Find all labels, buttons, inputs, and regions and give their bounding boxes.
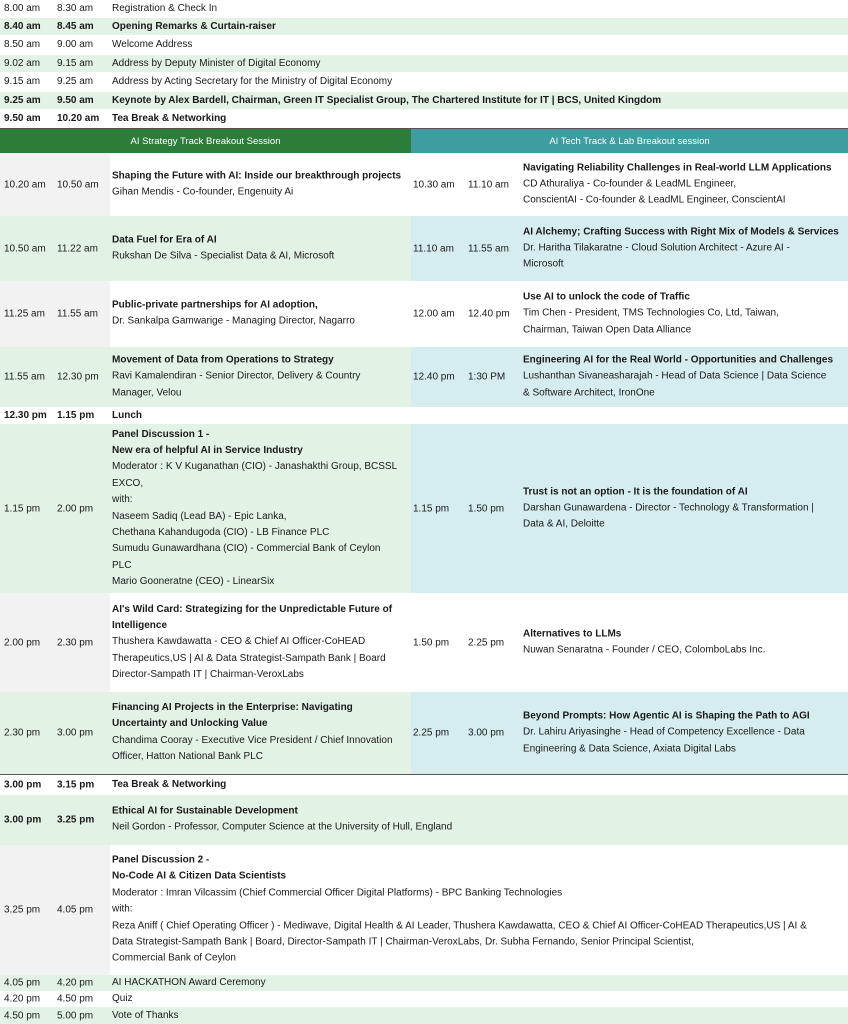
session-title-line: Intelligence xyxy=(112,619,168,631)
speaker-line: Data Strategist-Sampath Bank | Board, Director-Sampath IT | Chairman-VeroxLabs, Dr. Subha Fernando, Senior Principal Scientist, xyxy=(112,936,694,948)
speaker-line: Lushanthan Sivaneasharajah - Head of Data Science | Data Science xyxy=(523,370,827,382)
start-time: 8.40 am xyxy=(4,21,41,32)
left-time-cell xyxy=(0,281,110,347)
left-time-cell xyxy=(0,692,110,774)
bottom-time-cell xyxy=(0,775,110,795)
right-time-cell xyxy=(411,216,521,281)
speaker-line: Dr. Haritha Tilakaratne - Cloud Solution Architect - Azure AI - xyxy=(523,242,790,254)
speaker-line: Ravi Kamalendiran - Senior Director, Delivery & Country xyxy=(112,370,361,382)
session-title: Movement of Data from Operations to Strategy xyxy=(112,354,334,366)
session-content xyxy=(112,975,844,991)
start-time: 10.50 am xyxy=(4,243,46,254)
left-time-cell xyxy=(0,593,110,692)
start-time: 2.00 pm xyxy=(4,637,41,648)
speaker-line: Chairman, Taiwan Open Data Alliance xyxy=(523,324,692,336)
speaker-line: Chandima Cooray - Executive Vice President / Chief Innovation xyxy=(112,735,393,746)
session-content xyxy=(112,853,844,968)
end-time: 12.40 pm xyxy=(468,308,510,320)
start-time: 8.00 am xyxy=(4,3,41,14)
session-title-line: New era of helpful AI in Service Industry xyxy=(112,444,303,456)
right-time-cell xyxy=(411,593,521,692)
session-title-line: Ethical AI for Sustainable Development xyxy=(112,805,298,817)
schedule-row xyxy=(0,92,848,110)
session-title: Tea Break & Networking xyxy=(112,113,227,124)
session-content xyxy=(523,626,846,659)
schedule-row xyxy=(0,55,848,73)
session-content xyxy=(112,168,409,201)
session-title: Keynote by Alex Bardell, Chairman, Green IT Specialist Group, The Chartered Institute for IT | BCS, United Kingdom xyxy=(112,95,662,106)
bottom-session-cell xyxy=(110,975,848,991)
left-session-cell xyxy=(110,692,411,774)
bottom-time-cell xyxy=(0,975,110,991)
left-session-cell xyxy=(110,153,411,216)
start-time: 11.55 am xyxy=(4,371,45,383)
speaker-line: Director-Sampath IT | Chairman-VeroxLabs xyxy=(112,669,304,681)
start-time: 12.40 pm xyxy=(413,371,455,383)
speaker-line: Engineering & Data Science, Axiata Digital Labs xyxy=(523,743,736,755)
end-time: 1.15 pm xyxy=(57,409,95,421)
right-session-cell xyxy=(521,347,848,407)
end-time: 9.25 am xyxy=(57,76,94,87)
start-time: 1.15 pm xyxy=(413,503,450,514)
speaker-line: with: xyxy=(112,494,133,506)
session-content xyxy=(523,289,846,338)
bottom-time-cell xyxy=(0,795,110,845)
start-time: 9.25 am xyxy=(4,95,41,106)
start-time: 10.20 am xyxy=(4,179,46,190)
session-content xyxy=(112,298,409,331)
speaker-line: Manager, Velou xyxy=(112,387,182,399)
end-time: 3.00 pm xyxy=(468,727,505,739)
lunch-row xyxy=(0,407,848,424)
speaker-line: Reza Aniff ( Chief Operating Officer ) - Mediwave, Digital Health & AI Leader, Thushera Kawdawatta, CEO & Chief AI Officer-CoHEAD Therapeutics,US | AI & xyxy=(112,920,807,932)
session-title: Address by Acting Secretary for the Ministry of Digital Economy xyxy=(112,76,393,87)
left-session-cell xyxy=(110,281,411,347)
speaker-line: Thushera Kawdawatta - CEO & Chief AI Officer-CoHEAD xyxy=(112,636,366,648)
session-title-line: Trust is not an option - It is the foundation of AI xyxy=(523,485,748,497)
start-time: 9.50 am xyxy=(4,113,41,124)
session-content xyxy=(523,160,846,209)
session-title: Welcome Address xyxy=(112,39,193,50)
speaker-line: Dr. Lahiru Ariyasinghe - Head of Competency Excellence - Data xyxy=(523,726,805,738)
speaker-line: Microsoft xyxy=(523,258,564,270)
end-time: 9.15 am xyxy=(57,58,94,69)
session-title-line: Uncertainty and Unlocking Value xyxy=(112,718,268,730)
session-content xyxy=(112,804,844,837)
bottom-time-cell xyxy=(0,1007,110,1024)
start-time: 3.00 pm xyxy=(4,814,42,826)
start-time: 4.50 pm xyxy=(4,1010,41,1021)
session-title: Navigating Reliability Challenges in Real-world LLM Applications xyxy=(523,161,832,173)
session-content xyxy=(523,484,846,533)
session-title-line: AI's Wild Card: Strategizing for the Unpredictable Future of xyxy=(112,603,393,615)
left-session-cell xyxy=(110,593,411,692)
session-title-line: Vote of Thanks xyxy=(112,1009,179,1021)
session-content xyxy=(523,708,846,757)
end-time: 11.55 am xyxy=(468,243,509,254)
speaker-line: Neil Gordon - Professor, Computer Science at the University of Hull, England xyxy=(112,822,453,833)
end-time: 2.00 pm xyxy=(57,503,94,514)
right-time-cell xyxy=(411,153,521,216)
session-content xyxy=(112,991,844,1007)
speaker-line: Therapeutics,US | AI & Data Strategist-Sampath Bank | Board xyxy=(112,652,386,664)
session-content xyxy=(112,700,409,766)
speaker-line: Chethana Kahandugoda (CIO) - LB Finance PLC xyxy=(112,526,330,538)
speaker-line: Officer, Hatton National Bank PLC xyxy=(112,751,264,763)
start-time: 9.15 am xyxy=(4,76,41,87)
session-title-line: No-Code AI & Citizen Data Scientists xyxy=(112,870,287,882)
start-time: 1.15 pm xyxy=(4,503,41,514)
schedule-row xyxy=(0,18,848,36)
speaker-line: EXCO, xyxy=(112,477,144,489)
bottom-session-cell xyxy=(110,845,848,975)
start-time: 4.05 pm xyxy=(4,977,41,989)
end-time: 11.10 am xyxy=(468,179,509,190)
speaker-line: Tim Chen - President, TMS Technologies Co, Ltd, Taiwan, xyxy=(523,307,779,319)
schedule-row xyxy=(0,36,848,54)
end-time: 9.50 am xyxy=(57,95,94,106)
bottom-session-cell xyxy=(110,1007,848,1024)
schedule-row xyxy=(0,110,848,128)
speaker-line: Dr. Sankalpa Gamwarige - Managing Director, Nagarro xyxy=(112,316,355,327)
speaker-line: Sumudu Gunawardhana (CIO) - Commercial Bank of Ceylon xyxy=(112,543,381,555)
session-title: Lunch xyxy=(112,409,142,421)
session-content xyxy=(112,1007,844,1023)
end-time: 2.30 pm xyxy=(57,637,94,648)
session-title-line: Panel Discussion 2 - xyxy=(112,854,210,866)
right-session-cell xyxy=(521,593,848,692)
schedule-row xyxy=(0,73,848,91)
start-time: 12.00 am xyxy=(413,308,455,320)
start-time: 3.25 pm xyxy=(4,904,41,916)
bottom-session-cell xyxy=(110,795,848,845)
bottom-time-cell xyxy=(0,845,110,975)
speaker-line: & Software Architect, IronOne xyxy=(523,387,655,399)
session-title: Address by Deputy Minister of Digital Economy xyxy=(112,58,321,69)
track-header-strategy: AI Strategy Track Breakout Session xyxy=(0,129,411,153)
speaker-line: Naseem Sadiq (Lead BA) - Epic Lanka, xyxy=(112,510,287,522)
end-time: 9.00 am xyxy=(57,39,94,50)
end-time: 10.20 am xyxy=(57,113,100,124)
left-session-cell xyxy=(110,347,411,407)
schedule-row xyxy=(0,0,848,18)
start-time: 2.25 pm xyxy=(413,727,450,739)
right-time-cell xyxy=(411,692,521,774)
left-session-cell xyxy=(110,424,411,593)
right-session-cell xyxy=(521,216,848,281)
session-title-line: AI HACKATHON Award Ceremony xyxy=(112,976,266,988)
end-time: 5.00 pm xyxy=(57,1010,94,1021)
session-content xyxy=(112,352,409,401)
end-time: 4.20 pm xyxy=(57,977,94,989)
session-content xyxy=(112,426,409,590)
start-time: 8.50 am xyxy=(4,39,41,50)
session-title-line: Financing AI Projects in the Enterprise: Navigating xyxy=(112,702,353,714)
session-title: Engineering AI for the Real World - Opportunities and Challenges xyxy=(523,354,834,366)
speaker-line: with: xyxy=(112,903,133,915)
bottom-time-cell xyxy=(0,991,110,1007)
speaker-line: Data & AI, Deloitte xyxy=(523,518,605,530)
right-session-cell xyxy=(521,153,848,216)
speaker-line: Commercial Bank of Ceylon xyxy=(112,953,236,965)
start-time: 2.30 pm xyxy=(4,727,41,739)
end-time: 11.55 am xyxy=(57,308,98,320)
end-time: 12.30 pm xyxy=(57,371,99,383)
speaker-line: CD Athuraliya - Co-founder & LeadML Engineer, xyxy=(523,178,737,190)
session-title-line: Quiz xyxy=(112,992,133,1004)
right-time-cell xyxy=(411,347,521,407)
right-time-cell xyxy=(411,424,521,593)
session-content xyxy=(112,232,409,265)
end-time: 4.05 pm xyxy=(57,904,94,916)
speaker-line: PLC xyxy=(112,559,132,571)
end-time: 8.45 am xyxy=(57,21,94,32)
end-time: 3.00 pm xyxy=(57,727,94,739)
start-time: 11.10 am xyxy=(413,243,454,254)
left-time-cell xyxy=(0,424,110,593)
right-session-cell xyxy=(521,692,848,774)
speaker-line: Moderator : K V Kuganathan (CIO) - Janashakthi Group, BCSSL xyxy=(112,461,398,473)
bottom-session-cell xyxy=(110,991,848,1007)
end-time: 8.30 am xyxy=(57,3,94,14)
start-time: 4.20 pm xyxy=(4,993,41,1005)
speaker-line: Darshan Gunawardena - Director - Technology & Transformation | xyxy=(523,502,814,514)
bottom-session-cell xyxy=(110,775,848,795)
start-time: 10.30 am xyxy=(413,179,455,190)
speaker-line: Nuwan Senaratna - Founder / CEO, ColomboLabs Inc. xyxy=(523,644,766,656)
end-time: 3.25 pm xyxy=(57,814,95,826)
end-time: 2.25 pm xyxy=(468,637,505,648)
session-title: AI Alchemy; Crafting Success with Right Mix of Models & Services xyxy=(523,225,839,237)
track-header-tech: AI Tech Track & Lab Breakout session xyxy=(411,129,848,153)
left-session-cell xyxy=(110,216,411,281)
right-session-cell xyxy=(521,424,848,593)
end-time: 4.50 pm xyxy=(57,993,94,1005)
session-title-line: Alternatives to LLMs xyxy=(523,628,622,640)
session-title: Registration & Check In xyxy=(112,3,218,14)
session-title-line: Tea Break & Networking xyxy=(112,778,227,790)
end-time: 1:30 PM xyxy=(468,371,506,383)
start-time: 12.30 pm xyxy=(4,409,47,421)
speaker-line: ConscientAI - Co-founder & LeadML Engineer, ConscientAI xyxy=(523,194,786,206)
session-title: Data Fuel for Era of AI xyxy=(112,234,217,246)
session-title: Public-private partnerships for AI adoption, xyxy=(112,299,318,311)
speaker-line: Rukshan De Silva - Specialist Data & AI, Microsoft xyxy=(112,250,335,262)
left-time-cell xyxy=(0,153,110,216)
left-time-cell xyxy=(0,216,110,281)
start-time: 3.00 pm xyxy=(4,779,42,791)
end-time: 11.22 am xyxy=(57,243,98,254)
session-title-line: Panel Discussion 1 - xyxy=(112,428,210,440)
right-time-cell xyxy=(411,281,521,347)
session-title-line: Beyond Prompts: How Agentic AI is Shaping the Path to AGI xyxy=(523,710,810,722)
session-content xyxy=(523,352,846,401)
end-time: 1.50 pm xyxy=(468,503,505,514)
left-time-cell xyxy=(0,347,110,407)
start-time: 11.25 am xyxy=(4,308,45,320)
right-session-cell xyxy=(521,281,848,347)
session-title: Opening Remarks & Curtain-raiser xyxy=(112,21,276,32)
speaker-line: Moderator : Imran Vilcassim (Chief Commercial Officer Digital Platforms) - BPC Banking Technologies xyxy=(112,887,563,899)
start-time: 1.50 pm xyxy=(413,637,450,648)
session-content xyxy=(523,224,846,273)
session-title: Shaping the Future with AI: Inside our breakthrough projects xyxy=(112,170,402,182)
session-content xyxy=(112,601,409,683)
session-content xyxy=(112,777,844,793)
start-time: 9.02 am xyxy=(4,58,41,69)
speaker-line: Mario Gooneratne (CEO) - LinearSix xyxy=(112,576,275,588)
end-time: 10.50 am xyxy=(57,179,99,190)
end-time: 3.15 pm xyxy=(57,779,95,791)
speaker-line: Gihan Mendis - Co-founder, Engenuity Ai xyxy=(112,186,294,198)
session-title: Use AI to unlock the code of Traffic xyxy=(523,291,690,303)
